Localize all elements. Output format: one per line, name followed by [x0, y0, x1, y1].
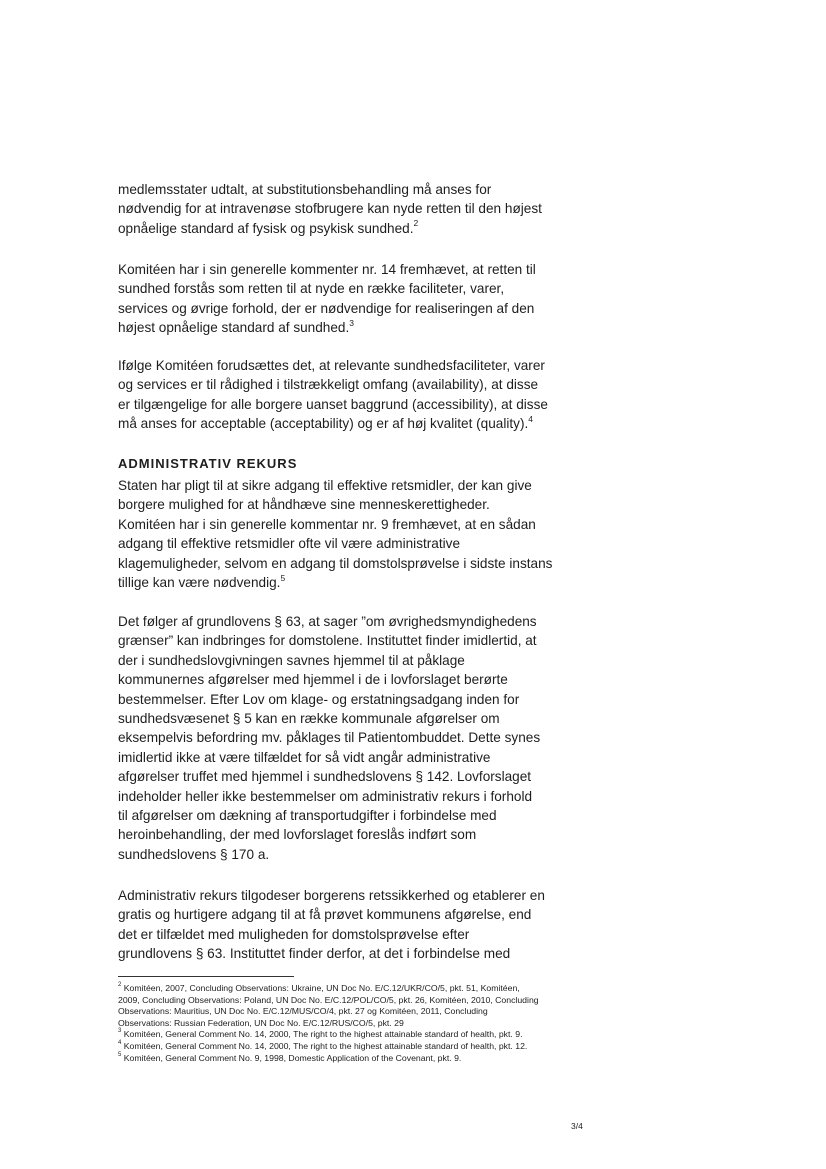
- body-paragraph: [118, 476, 578, 592]
- text-line: Komitéen har i sin generelle kommenter nr. 14 fremhævet, at retten til: [118, 262, 536, 277]
- footnote-line: Observations: Mauritius, UN Doc No. E/C.12/MUS/CO/4, pkt. 27 og Komitéen, 2011, Concluding: [118, 1006, 488, 1017]
- footnote: [118, 983, 573, 1029]
- body-paragraph: [118, 886, 578, 964]
- footnote-line: Komitéen, General Comment No. 9, 1998, Domestic Application of the Covenant, pkt. 9.: [123, 1052, 462, 1063]
- body-paragraph: [118, 260, 578, 338]
- footnote: [118, 1053, 573, 1065]
- text-line: adgang til effektive retsmidler ofte vil være administrative: [118, 536, 461, 552]
- text-line: Staten har pligt til at sikre adgang til effektive retsmidler, der kan give: [118, 478, 532, 493]
- text-line: kommunernes afgørelser med hjemmel i de i lovforslaget berørte: [118, 672, 508, 688]
- text-line: Ifølge Komitéen forudsættes det, at relevante sundhedsfaciliteter, varer: [118, 358, 545, 373]
- text-line: imidlertid ikke at være tilfældet for så vidt angår administrative: [118, 749, 491, 765]
- text-line: sundhedslovens § 170 a.: [118, 846, 270, 862]
- footnote: [118, 1041, 573, 1053]
- text-line: der i sundhedslovgivningen savnes hjemmel til at påklage: [118, 652, 465, 668]
- text-line: sundhedsvæsenet § 5 kan en række kommunale afgørelser om: [118, 711, 500, 727]
- footnote-line: 2009, Concluding Observations: Poland, UN Doc No. E/C.12/POL/CO/5, pkt. 26, Komitéen, 2010, Concluding: [118, 994, 539, 1005]
- page-number: 3/4: [571, 1121, 583, 1131]
- footnotes: [118, 983, 573, 1064]
- text-line: medlemsstater udtalt, at substitutionsbehandling må anses for: [118, 182, 492, 197]
- text-line: nødvendig for at intravenøse stofbrugere kan nyde retten til den højest: [118, 201, 542, 217]
- body-paragraph: [118, 612, 578, 864]
- text-line: grundlovens § 63. Instituttet finder derfor, at det i forbindelse med: [118, 946, 511, 962]
- text-line: tillige kan være nødvendig.: [118, 575, 281, 591]
- text-line: bestemmelser. Efter Lov om klage- og erstatningsadgang inden for: [118, 691, 520, 707]
- text-line: er tilgængelige for alle borgere uanset baggrund (accessibility), at disse: [118, 396, 548, 412]
- footnote-number: 3: [118, 1028, 122, 1035]
- text-line: til afgørelser om dækning af transportudgifter i forbindelse med: [118, 808, 497, 824]
- text-line: opnåelige standard af fysisk og psykisk sundhed.: [118, 220, 414, 236]
- text-line: højest opnåelige standard af sundhed.: [118, 320, 350, 336]
- text-line: gratis og hurtigere adgang til at få prøvet kommunens afgørelse, end: [118, 907, 532, 923]
- text-line: klagemuligheder, selvom en adgang til domstolsprøvelse i sidste instans: [118, 555, 553, 571]
- text-line: Administrativ rekurs tilgodeser borgerens retssikkerhed og etablerer en: [118, 888, 545, 903]
- footnote-line: Observations: Russian Federation, UN Doc No. E/C.12/RUS/CO/5, pkt. 29: [118, 1017, 404, 1028]
- footnote-line: Komitéen, 2007, Concluding Observations: Ukraine, UN Doc No. E/C.12/UKR/CO/5, pkt. 51, Komitéen,: [123, 983, 520, 993]
- footnote-number: 4: [118, 1040, 122, 1047]
- body-paragraph: [118, 356, 578, 434]
- text-line: heroinbehandling, der med lovforslaget foreslås indført som: [118, 827, 477, 843]
- text-line: eksempelvis befordring mv. påklages til Patientombuddet. Dette synes: [118, 730, 541, 746]
- footnote-ref: 5: [280, 572, 286, 583]
- text-line: Det følger af grundlovens § 63, at sager ”om øvrighedsmyndighedens: [118, 614, 537, 629]
- footnote: [118, 1029, 573, 1041]
- footnote-number: 5: [118, 1051, 122, 1058]
- text-line: og services er til rådighed i tilstrækkeligt omfang (availability), at disse: [118, 377, 539, 393]
- text-line: borgere mulighed for at håndhæve sine menneskerettigheder.: [118, 497, 490, 513]
- footnote-ref: 4: [528, 413, 533, 424]
- footnote-ref: 3: [349, 317, 354, 328]
- text-line: services og øvrige forhold, der er nødvendige for realiseringen af den: [118, 300, 535, 316]
- text-line: må anses for acceptable (acceptability) og er af høj kvalitet (quality).: [118, 416, 529, 432]
- footnote-line: Komitéen, General Comment No. 14, 2000, The right to the highest attainable standard of health, pkt. 9.: [123, 1029, 523, 1040]
- section-heading: ADMINISTRATIV REKURS: [118, 456, 298, 471]
- body-paragraph: [118, 180, 578, 238]
- text-line: sundhed forstås som retten til at nyde en række faciliteter, varer,: [118, 281, 505, 297]
- footnote-line: Komitéen, General Comment No. 14, 2000, The right to the highest attainable standard of health, pkt. 12.: [123, 1040, 528, 1051]
- text-line: afgørelser truffet med hjemmel i sundhedslovens § 142. Lovforslaget: [118, 769, 532, 785]
- text-line: indeholder heller ikke bestemmelser om administrativ rekurs i forhold: [118, 788, 533, 804]
- text-line: grænser” kan indbringes for domstolene. Instituttet finder imidlertid, at: [118, 633, 537, 649]
- footnote-number: 2: [118, 982, 122, 989]
- footnote-ref: 2: [413, 218, 419, 229]
- text-line: Komitéen har i sin generelle kommentar nr. 9 fremhævet, at en sådan: [118, 516, 536, 532]
- text-line: det er tilfældet med muligheden for domstolsprøvelse efter: [118, 926, 470, 942]
- footnote-divider: [118, 976, 294, 977]
